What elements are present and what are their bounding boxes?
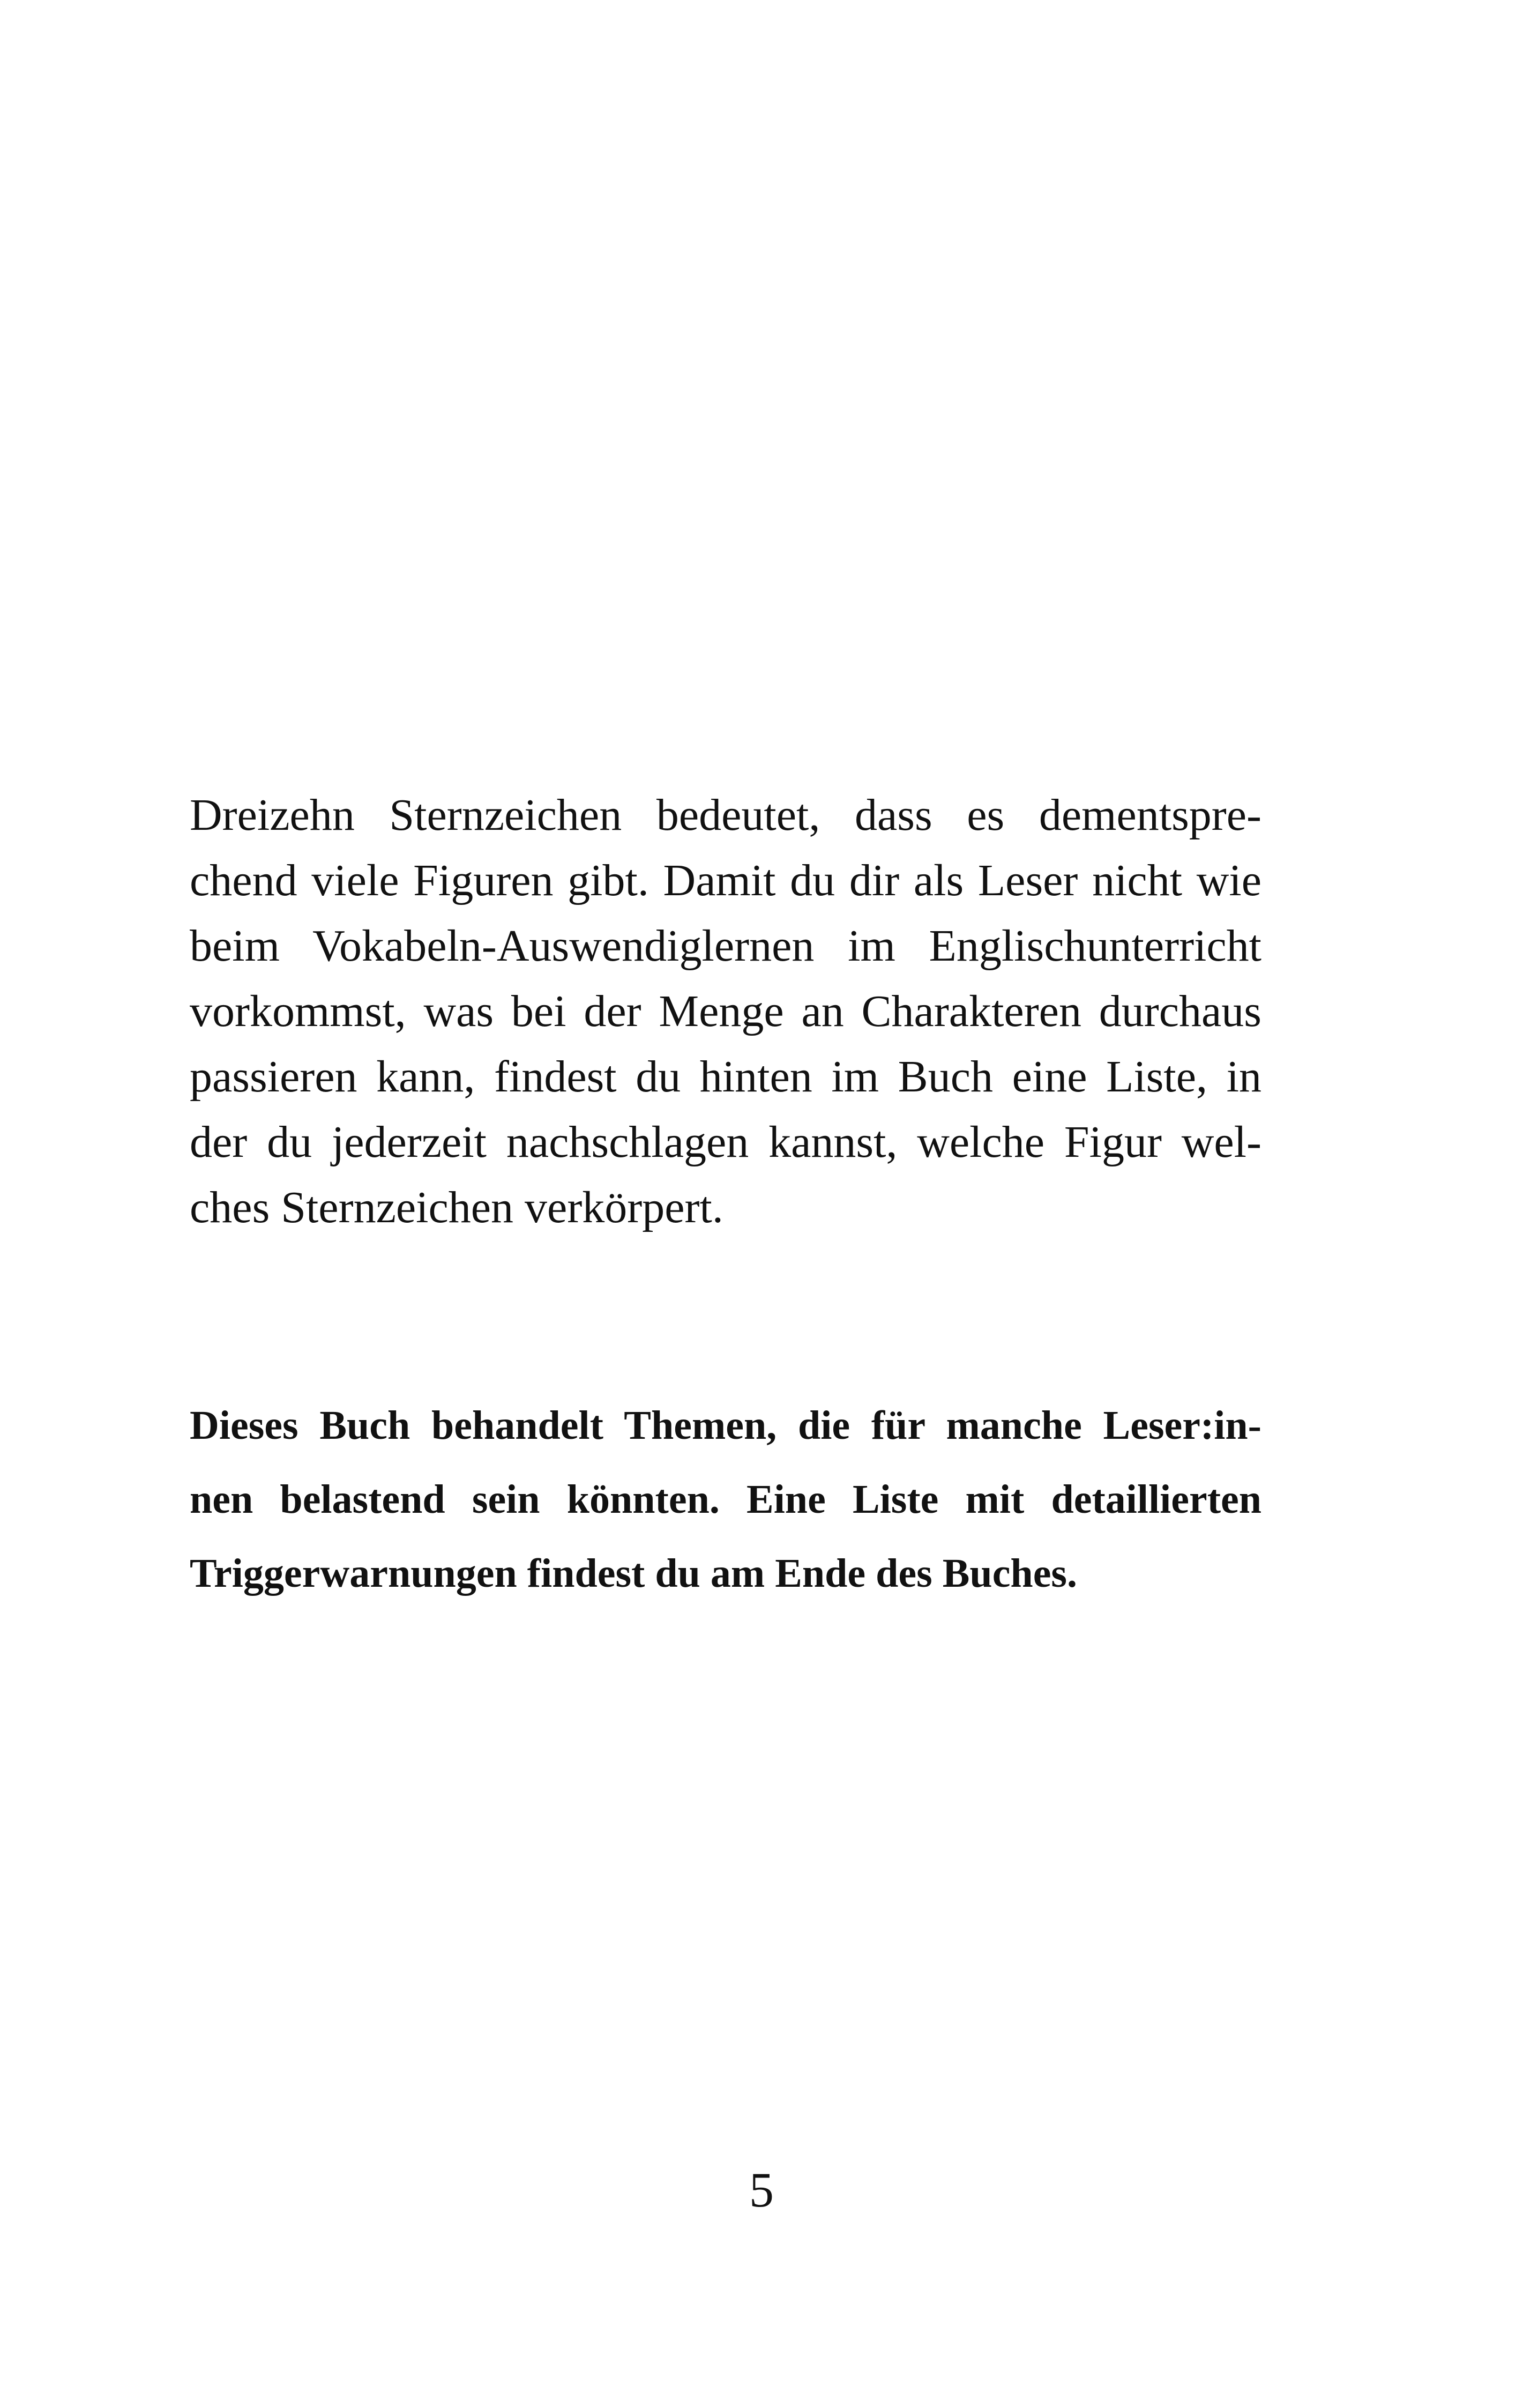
warning-line: nen belastend sein könnten. Eine Liste mit detaillierten [190,1477,1261,1522]
warning-line: Triggerwarnungen findest du am Ende des Buches. [190,1551,1078,1596]
page-number: 5 [749,2162,774,2217]
body-line: beim Vokabeln-Auswendiglernen im Englischunterricht [190,921,1261,971]
trigger-warning-paragraph [190,1388,1261,1610]
warning-line: Dieses Buch behandelt Themen, die für manche Leser:in- [190,1403,1261,1448]
body-line: der du jederzeit nachschlagen kannst, welche Figur wel- [190,1117,1261,1167]
body-line: ches Sternzeichen verkörpert. [190,1183,723,1232]
body-line: Dreizehn Sternzeichen bedeutet, dass es dementspre- [190,790,1261,840]
body-line: passieren kann, findest du hinten im Buch eine Liste, in [190,1052,1261,1102]
body-line: vorkommst, was bei der Menge an Charakteren durchaus [190,986,1261,1036]
body-line: chend viele Figuren gibt. Damit du dir als Leser nicht wie [190,856,1261,905]
body-paragraph [190,783,1261,1240]
